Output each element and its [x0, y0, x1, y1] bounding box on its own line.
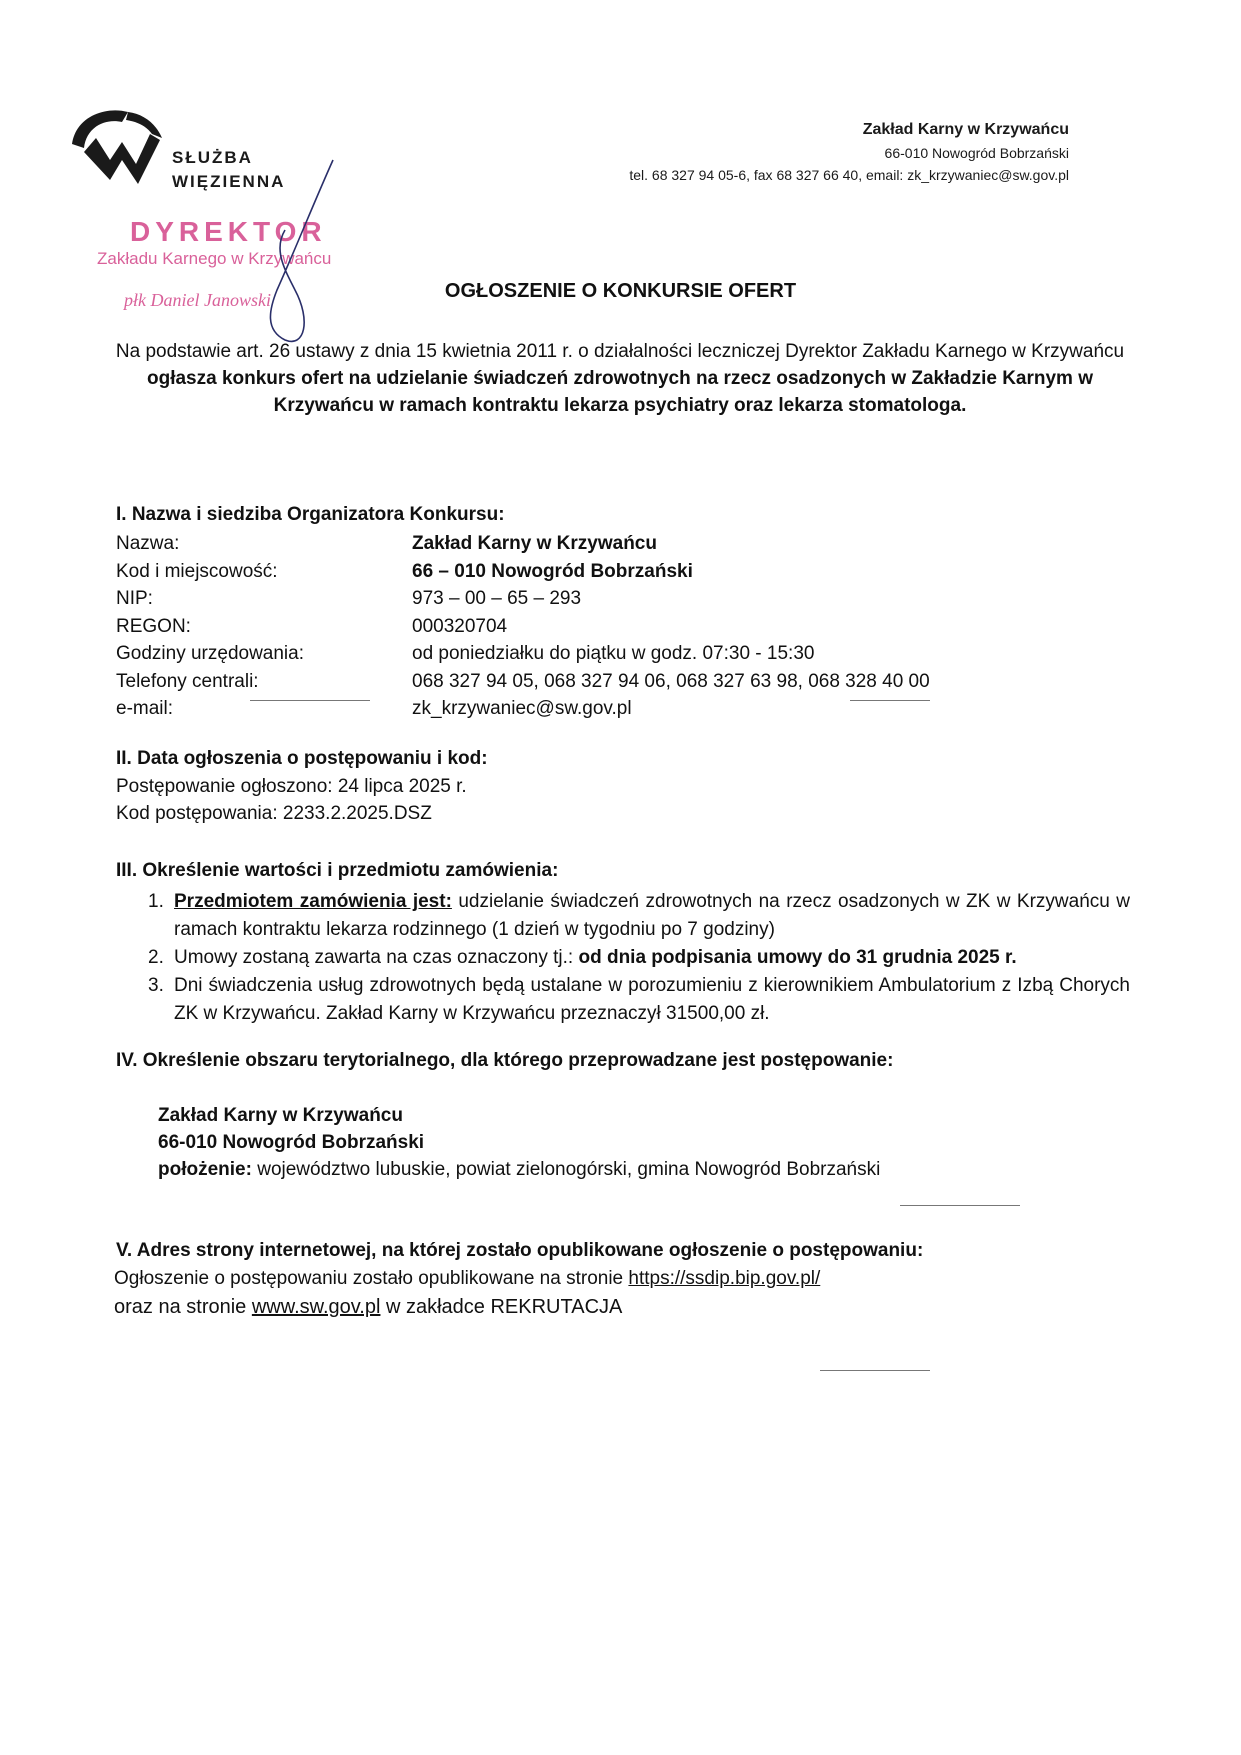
scan-noise [250, 700, 370, 701]
item-text: Umowy zostaną zawarta na czas oznaczony tj.: [174, 947, 579, 968]
section-5-heading: V. Adres strony internetowej, na której zostało opublikowane ogłoszenie o postępowaniu: [116, 1240, 924, 1261]
signature-icon [255, 140, 375, 360]
row-label: NIP: [116, 588, 153, 609]
scan-noise [850, 700, 930, 701]
item-lead: Przedmiotem zamówienia jest: [174, 891, 452, 912]
logo-text-line2: WIĘZIENNA [172, 172, 286, 191]
section-2-heading: II. Data ogłoszenia o postępowaniu i kod: [116, 748, 488, 769]
list-item [130, 888, 1130, 944]
row-label: Godziny urzędowania: [116, 643, 304, 664]
publication-text-3: w zakładce REKRUTACJA [380, 1296, 623, 1318]
intro-text: Na podstawie art. 26 ustawy z dnia 15 kwietnia 2011 r. o działalności leczniczej Dyrektor Zakładu Karnego w Krzywańcu [115, 341, 1125, 362]
logo-text-line1: SŁUŻBA [172, 148, 253, 167]
publication-text: Ogłoszenie o postępowaniu zostało opublikowane na stronie [114, 1268, 629, 1289]
item-text: Dni świadczenia usług zdrowotnych będą ustalane w porozumieniu z kierownikiem Ambulatorium z Izbą Chorych ZK w Krzywańcu. Zakład Karny w Krzywańcu przeznaczył 31500,00 zł. [174, 975, 1130, 1024]
document-title: OGŁOSZENIE O KONKURSIE OFERT [444, 280, 797, 302]
row-value: od poniedziałku do piątku w godz. 07:30 - 15:30 [412, 643, 815, 664]
table-row [116, 533, 930, 561]
sw-logo-icon [66, 104, 166, 190]
area-location [158, 1159, 880, 1181]
row-value: 973 – 00 – 65 – 293 [412, 588, 582, 609]
scan-noise [820, 1370, 930, 1371]
email-value[interactable]: zk_krzywaniec@sw.gov.pl [412, 698, 632, 719]
publication-line-1 [114, 1268, 820, 1290]
row-value: 000320704 [412, 615, 508, 637]
institution-address: 66-010 Nowogród Bobrzański [884, 145, 1069, 161]
row-label: Nazwa: [116, 533, 180, 554]
scan-noise [900, 1205, 1020, 1206]
stamp-organization: Zakładu Karnego w Krzywańcu [97, 249, 332, 268]
list-item [130, 972, 1130, 1028]
intro-bold-text: ogłasza konkurs ofert na udzielanie świadczeń zdrowotnych na rzecz osadzonych w Zakładzie Karnym w Krzywańcu w ramach kontraktu lekarza psychiatry oraz lekarza stomatologa. [146, 368, 1094, 416]
item-number: 2. [148, 947, 164, 968]
item-number: 1. [148, 891, 164, 912]
area-name: Zakład Karny w Krzywańcu [158, 1105, 403, 1126]
row-value: 66 – 010 Nowogród Bobrzański [412, 560, 693, 582]
row-label: REGON: [116, 615, 191, 637]
section-4-heading: IV. Określenie obszaru terytorialnego, dla którego przeprowadzane jest postępowanie: [116, 1050, 894, 1071]
row-value: 068 327 94 05, 068 327 94 06, 068 327 63 98, 068 328 40 00 [412, 670, 930, 692]
procedure-code: Kod postępowania: 2233.2.2025.DSZ [116, 803, 432, 824]
item-bold-text: od dnia podpisania umowy do 31 grudnia 2025 r. [578, 947, 1017, 968]
institution-contact: tel. 68 327 94 05-6, fax 68 327 66 40, email: zk_krzywaniec@sw.gov.pl [629, 167, 1069, 183]
table-row [116, 698, 930, 726]
area-postcode: 66-010 Nowogród Bobrzański [158, 1132, 425, 1153]
announcement-date: Postępowanie ogłoszono: 24 lipca 2025 r. [116, 776, 467, 797]
row-label: e-mail: [116, 698, 174, 719]
stamp-person: płk Daniel Janowski [124, 290, 271, 310]
order-details-list [130, 888, 1130, 1028]
institution-name: Zakład Karny w Krzywańcu [862, 121, 1069, 138]
location-label: położenie: [158, 1159, 252, 1180]
row-label: Kod i miejscowość: [116, 560, 278, 582]
section-3-heading: III. Określenie wartości i przedmiotu zamówienia: [116, 860, 559, 881]
item-text: udzielanie świadczeń zdrowotnych na rzecz osadzonych w ZK w Krzywańcu w ramach kontraktu lekarza rodzinnego (1 dzień w tygodniu po 7 godziny) [174, 891, 1131, 940]
table-row [116, 588, 930, 616]
item-number: 3. [148, 975, 164, 996]
table-row [116, 561, 930, 589]
table-row [116, 671, 930, 699]
intro-paragraph [110, 338, 1130, 419]
table-row [116, 616, 930, 644]
row-label: Telefony centrali: [116, 670, 259, 692]
list-item [130, 944, 1130, 972]
table-row [116, 643, 930, 671]
section-1-heading: I. Nazwa i siedziba Organizatora Konkursu: [116, 504, 505, 525]
row-value: Zakład Karny w Krzywańcu [412, 533, 657, 554]
publication-line-2 [114, 1296, 622, 1319]
stamp-title: DYREKTOR [130, 216, 327, 247]
publication-text-2: oraz na stronie [114, 1296, 252, 1318]
location-text: województwo lubuskie, powiat zielonogórski, gmina Nowogród Bobrzański [251, 1159, 881, 1180]
organizer-table [116, 533, 930, 726]
sw-link[interactable]: www.sw.gov.pl [251, 1296, 381, 1318]
bip-link[interactable]: https://ssdip.bip.gov.pl/ [628, 1268, 821, 1289]
